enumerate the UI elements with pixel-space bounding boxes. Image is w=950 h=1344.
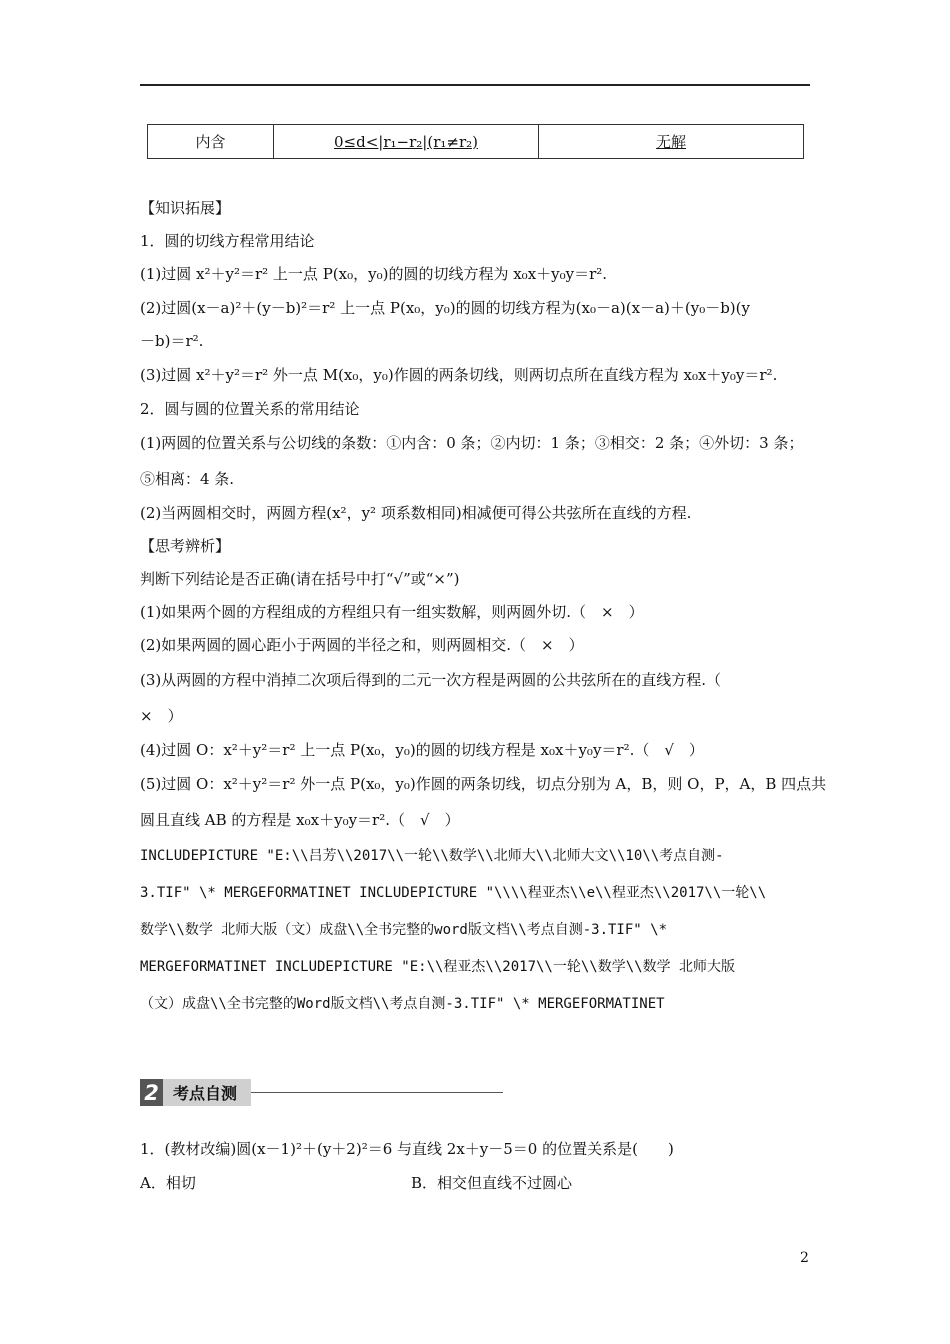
text-line: 2．圆与圆的位置关系的常用结论 — [140, 400, 360, 418]
field-code-line: INCLUDEPICTURE "E:\\吕芳\\2017\\一轮\\数学\\北师大\\北师大文\\10\\考点自测- — [140, 848, 724, 864]
text-line: × ） — [140, 707, 183, 725]
text-line: (3)过圆 x²＋y²＝r² 外一点 M(x₀，y₀)作圆的两条切线，则两切点所在直线方程为 x₀x＋y₀y＝r². — [140, 366, 778, 384]
text-line: 判断下列结论是否正确(请在括号中打“√”或“×”) — [140, 570, 460, 588]
text-line: (5)过圆 O：x²＋y²＝r² 外一点 P(x₀，y₀)作圆的两条切线，切点分别为 A，B，则 O，P，A，B 四点共 — [140, 775, 827, 793]
field-code-line: 数学\\数学 北师大版（文）成盘\\全书完整的word版文档\\考点自测-3.TIF" \* — [140, 922, 668, 938]
text-line: －b)＝r². — [140, 332, 204, 350]
distance-condition: 0≤d<|r₁−r₂|(r₁≠r₂) — [274, 125, 539, 159]
section-rule — [251, 1092, 503, 1093]
solution-count: 无解 — [539, 125, 804, 159]
section-number: 2 — [140, 1079, 163, 1106]
relation-label: 内含 — [148, 125, 274, 159]
text-line: (1)过圆 x²＋y²＝r² 上一点 P(x₀，y₀)的圆的切线方程为 x₀x＋y₀y＝r². — [140, 265, 608, 283]
text-line: (2)如果两圆的圆心距小于两圆的半径之和，则两圆相交.（ × ） — [140, 636, 584, 654]
text-line: 圆且直线 AB 的方程是 x₀x＋y₀y＝r².（ √ ） — [140, 811, 460, 829]
text-line: 1．圆的切线方程常用结论 — [140, 232, 315, 250]
heading-thinking: 【思考辨析】 — [140, 537, 231, 555]
field-code-line: MERGEFORMATINET INCLUDEPICTURE "E:\\程亚杰\\2017\\一轮\\数学\\数学 北师大版 — [140, 959, 736, 975]
text-line: (1)如果两个圆的方程组成的方程组只有一组实数解，则两圆外切.（ × ） — [140, 603, 644, 621]
text-line: (1)两圆的位置关系与公切线的条数：①内含：0 条；②内切：1 条；③相交：2 条；④外切：3 条； — [140, 434, 804, 452]
text-line: (2)当两圆相交时，两圆方程(x²，y² 项系数相同)相减便可得公共弦所在直线的方程. — [140, 504, 692, 522]
header-rule — [140, 84, 810, 86]
text-line: ⑤相离：4 条. — [140, 470, 235, 488]
table-row — [148, 125, 804, 159]
relation-table — [147, 124, 804, 159]
section-title: 考点自测 — [163, 1079, 251, 1106]
section-header — [140, 1079, 503, 1106]
text-line: (4)过圆 O：x²＋y²＝r² 上一点 P(x₀，y₀)的圆的切线方程是 x₀x＋y₀y＝r².（ √ ） — [140, 741, 704, 759]
option-a: A．相切 — [140, 1174, 196, 1192]
page-number: 2 — [800, 1250, 809, 1266]
text-line: (2)过圆(x－a)²＋(y－b)²＝r² 上一点 P(x₀，y₀)的圆的切线方程为(x₀－a)(x－a)＋(y₀－b)(y — [140, 299, 750, 317]
text-line: (3)从两圆的方程中消掉二次项后得到的二元一次方程是两圆的公共弦所在的直线方程.（ — [140, 671, 722, 689]
option-b: B．相交但直线不过圆心 — [411, 1174, 573, 1192]
field-code-line: （文）成盘\\全书完整的Word版文档\\考点自测-3.TIF" \* MERGEFORMATINET — [140, 996, 665, 1012]
heading-knowledge-extension: 【知识拓展】 — [140, 199, 231, 217]
field-code-line: 3.TIF" \* MERGEFORMATINET INCLUDEPICTURE "\\\\程亚杰\\e\\程亚杰\\2017\\一轮\\ — [140, 885, 767, 901]
question-stem: 1．(教材改编)圆(x－1)²＋(y＋2)²＝6 与直线 2x＋y－5＝0 的位置关系是( ) — [140, 1140, 674, 1158]
